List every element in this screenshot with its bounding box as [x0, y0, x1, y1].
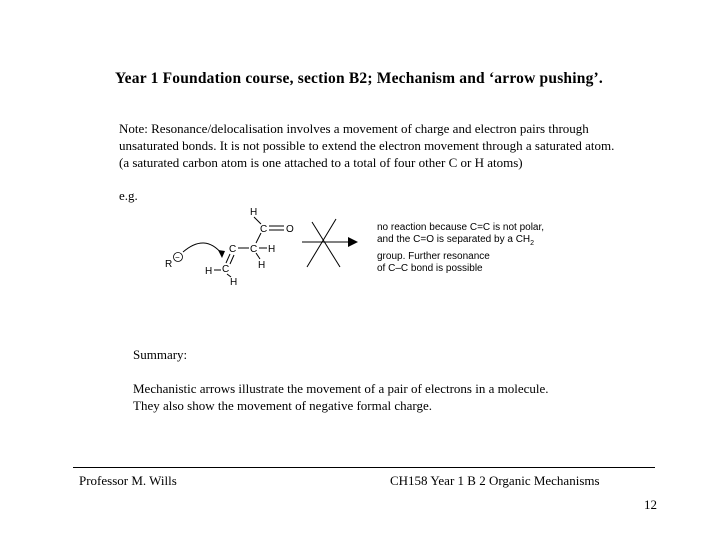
- summary-line: Mechanistic arrows illustrate the movement of a pair of electrons in a molecule.: [133, 381, 549, 396]
- slide-title: Year 1 Foundation course, section B2; Mechanism and ‘arrow pushing’.: [115, 70, 603, 87]
- explanation-line: no reaction because C=C is not polar,: [377, 222, 545, 233]
- summary-heading: Summary:: [133, 347, 188, 362]
- atom-C-alkene-upper: C: [229, 244, 237, 255]
- explanation-text: and the C=O is separated by a CH: [377, 234, 531, 246]
- negative-charge-sign: −: [175, 253, 180, 262]
- example-label: e.g.: [119, 188, 138, 203]
- reaction-arrow-head: [348, 237, 358, 247]
- note-line: unsaturated bonds. It is not possible to extend the electron movement through a saturated atom.: [119, 138, 615, 153]
- footer-divider: [73, 467, 655, 468]
- atom-H-right: H: [268, 244, 276, 255]
- footer-author: Professor M. Wills: [79, 473, 177, 488]
- curly-arrow-head: [218, 250, 225, 258]
- atom-H-left: H: [205, 266, 213, 277]
- atom-C-aldehyde: C: [260, 224, 268, 235]
- explanation-line: group. Further resonance: [377, 250, 490, 262]
- explanation-line: of C–C bond is possible: [377, 262, 483, 274]
- atom-H-bottom: H: [230, 277, 238, 288]
- note-line: Note: Resonance/delocalisation involves a movement of charge and electron pairs through: [119, 121, 589, 136]
- atom-R: R: [165, 259, 173, 270]
- footer-course: CH158 Year 1 B 2 Organic Mechanisms: [390, 473, 600, 488]
- atom-O: O: [286, 224, 294, 235]
- atom-H-mid: H: [258, 260, 266, 271]
- page-number: 12: [644, 497, 657, 512]
- summary-line: They also show the movement of negative formal charge.: [133, 398, 433, 413]
- summary-block: [133, 346, 549, 414]
- mechanism-diagram: [160, 200, 380, 295]
- cross-line: [312, 222, 340, 267]
- atom-C-alkene-lower: C: [222, 264, 230, 275]
- atom-C-CH2: C: [250, 244, 258, 255]
- note-line: (a saturated carbon atom is one attached to a total of four other C or H atoms): [119, 155, 523, 170]
- no-reaction-explanation: [377, 222, 544, 275]
- note-paragraph: [119, 120, 679, 171]
- explanation-line: [377, 234, 544, 250]
- subscript-2: 2: [530, 240, 535, 248]
- cross-line: [307, 219, 336, 267]
- atom-H-top: H: [250, 207, 258, 218]
- curly-arrow: [183, 243, 222, 254]
